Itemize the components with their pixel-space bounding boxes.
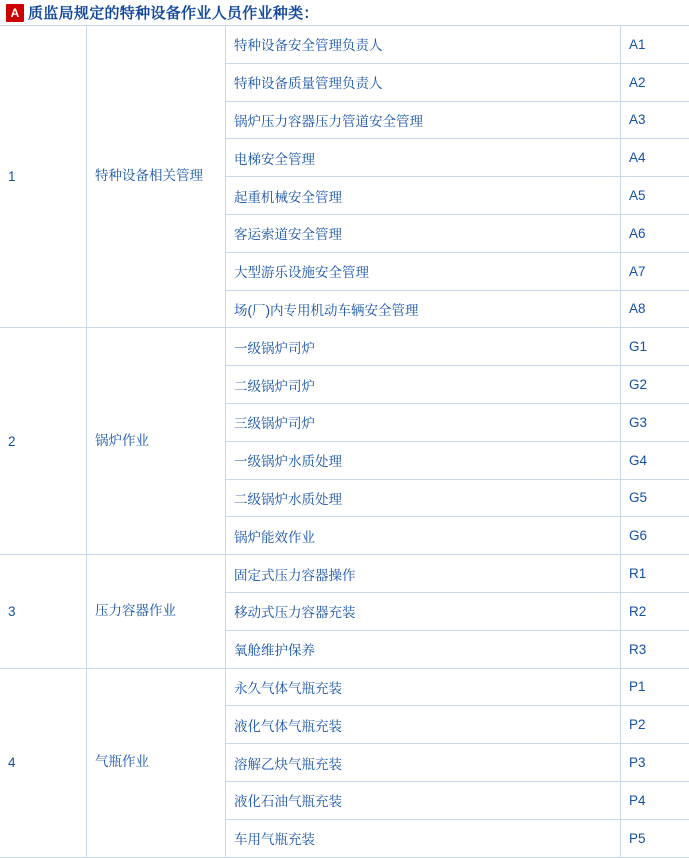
occupation-code-cell: G2 xyxy=(621,366,689,404)
table-row xyxy=(0,555,689,593)
occupation-name-cell: 永久气体气瓶充装 xyxy=(226,668,621,706)
group-category-cell: 气瓶作业 xyxy=(87,668,226,857)
occupation-name-cell: 固定式压力容器操作 xyxy=(226,555,621,593)
group-category-cell: 压力容器作业 xyxy=(87,555,226,668)
table-row xyxy=(0,328,689,366)
group-index-cell: 1 xyxy=(0,26,87,328)
occupation-name-cell: 溶解乙炔气瓶充装 xyxy=(226,744,621,782)
group-category-cell: 锅炉作业 xyxy=(87,328,226,555)
group-index-cell: 4 xyxy=(0,668,87,857)
occupation-code-cell: P1 xyxy=(621,668,689,706)
occupation-code-cell: A6 xyxy=(621,214,689,252)
occupation-name-cell: 氧舱维护保养 xyxy=(226,630,621,668)
occupation-code-cell: A7 xyxy=(621,252,689,290)
occupation-code-cell: P3 xyxy=(621,744,689,782)
occupation-name-cell: 三级锅炉司炉 xyxy=(226,403,621,441)
occupation-code-cell: A3 xyxy=(621,101,689,139)
occupation-code-cell: G3 xyxy=(621,403,689,441)
page-header xyxy=(0,0,689,26)
occupation-name-cell: 液化石油气瓶充装 xyxy=(226,781,621,819)
occupation-code-cell: G6 xyxy=(621,517,689,555)
occupation-name-cell: 大型游乐设施安全管理 xyxy=(226,252,621,290)
occupation-name-cell: 特种设备质量管理负责人 xyxy=(226,63,621,101)
occupation-code-cell: G1 xyxy=(621,328,689,366)
page-title: 质监局规定的特种设备作业人员作业种类： xyxy=(28,2,319,23)
occupation-name-cell: 特种设备安全管理负责人 xyxy=(226,26,621,63)
occupation-name-cell: 二级锅炉水质处理 xyxy=(226,479,621,517)
group-index-cell: 2 xyxy=(0,328,87,555)
occupation-name-cell: 液化气体气瓶充装 xyxy=(226,706,621,744)
occupation-name-cell: 一级锅炉司炉 xyxy=(226,328,621,366)
occupation-code-cell: G5 xyxy=(621,479,689,517)
occupation-name-cell: 一级锅炉水质处理 xyxy=(226,441,621,479)
occupation-code-cell: A5 xyxy=(621,177,689,215)
occupation-code-cell: A4 xyxy=(621,139,689,177)
occupation-code-cell: R2 xyxy=(621,592,689,630)
occupation-name-cell: 锅炉能效作业 xyxy=(226,517,621,555)
occupation-category-table xyxy=(0,26,689,858)
occupation-code-cell: A8 xyxy=(621,290,689,328)
occupation-code-cell: P2 xyxy=(621,706,689,744)
occupation-code-cell: A2 xyxy=(621,63,689,101)
table-row xyxy=(0,668,689,706)
occupation-name-cell: 起重机械安全管理 xyxy=(226,177,621,215)
table-row xyxy=(0,26,689,63)
occupation-code-cell: A1 xyxy=(621,26,689,63)
occupation-code-cell: R1 xyxy=(621,555,689,593)
occupation-name-cell: 移动式压力容器充装 xyxy=(226,592,621,630)
occupation-code-cell: G4 xyxy=(621,441,689,479)
occupation-name-cell: 二级锅炉司炉 xyxy=(226,366,621,404)
occupation-name-cell: 场(厂)内专用机动车辆安全管理 xyxy=(226,290,621,328)
occupation-code-cell: R3 xyxy=(621,630,689,668)
occupation-name-cell: 车用气瓶充装 xyxy=(226,819,621,857)
group-category-cell: 特种设备相关管理 xyxy=(87,26,226,328)
occupation-code-cell: P5 xyxy=(621,819,689,857)
occupation-name-cell: 电梯安全管理 xyxy=(226,139,621,177)
section-badge-icon: A xyxy=(6,4,24,22)
occupation-code-cell: P4 xyxy=(621,781,689,819)
occupation-name-cell: 锅炉压力容器压力管道安全管理 xyxy=(226,101,621,139)
group-index-cell: 3 xyxy=(0,555,87,668)
occupation-name-cell: 客运索道安全管理 xyxy=(226,214,621,252)
